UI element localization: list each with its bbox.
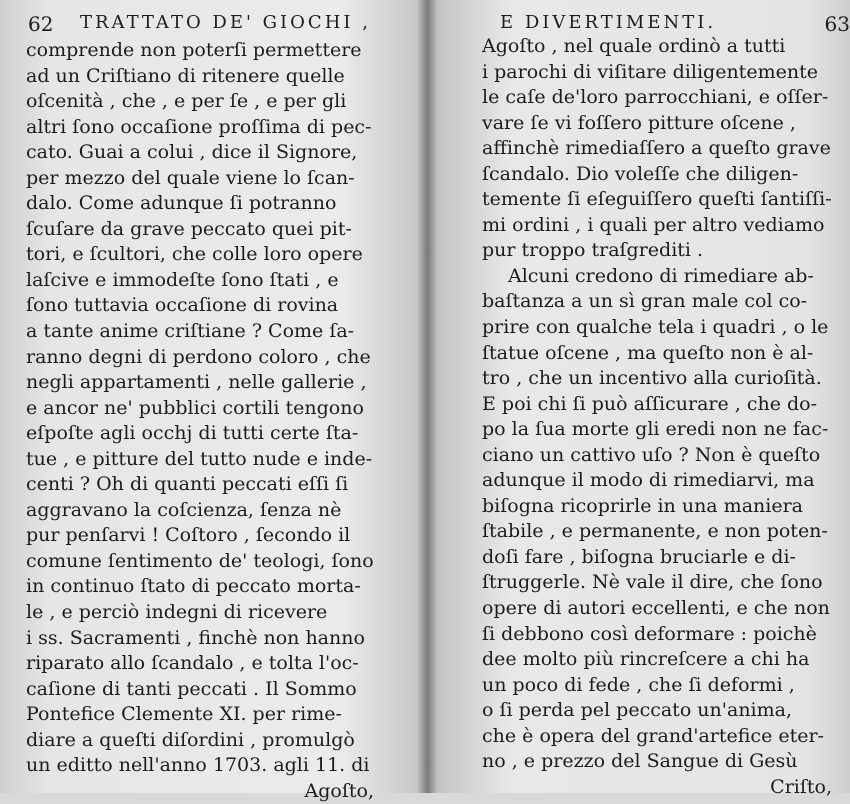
text-line: ſono tuttavia occaſione di rovina xyxy=(26,294,339,317)
text-line: dalo. Come adunque ſi potranno xyxy=(26,192,337,215)
text-line: e ancor ne' pubblici cortili tengono xyxy=(26,396,364,419)
text-line: ciano un cattivo uſo ? Non è queſto xyxy=(482,443,821,466)
text-line: Alcuni credono di rimediare ab- xyxy=(508,264,814,287)
text-line: caſione di tanti peccati . Il Sommo xyxy=(26,677,357,700)
right-page-text xyxy=(482,34,832,800)
text-line: dee molto più rincreſcere a chi ha xyxy=(482,648,810,671)
right-page-header xyxy=(500,12,850,36)
text-line: le caſe de'loro parrocchiani, e oſſer- xyxy=(482,86,829,109)
text-line: eſpoſte agli occhj di tutti certe ſta- xyxy=(26,422,359,445)
text-line: tori, e ſcultori, che colle loro opere xyxy=(26,243,363,266)
text-line: cato. Guai a colui , dice il Signore, xyxy=(26,141,358,164)
text-line: oſcenità , che , e per ſe , e per gli xyxy=(26,90,347,113)
text-line: o ſi perda pel peccato un'anima, xyxy=(482,699,793,722)
text-line: biſogna ricoprirle in una maniera xyxy=(482,494,803,517)
text-line: negli appartamenti , nelle gallerie , xyxy=(26,371,367,394)
catchword: Agoſto, xyxy=(304,779,374,802)
text-line: ad un Criſtiano di ritenere quelle xyxy=(26,64,345,87)
text-line: diare a queſti diſordini , promulgò xyxy=(26,728,355,751)
text-line: ſtabile , e permanente, e non poten- xyxy=(482,520,828,543)
text-line: in continuo ſtato di peccato morta- xyxy=(26,575,361,598)
text-line: i ss. Sacramenti , finchè non hanno xyxy=(26,626,365,649)
text-line: ranno degni di perdono coloro , che xyxy=(26,345,371,368)
text-line: no , e prezzo del Sangue di Gesù xyxy=(482,750,798,773)
text-line: adunque il modo di rimediarvi, ma xyxy=(482,469,815,492)
text-line: opere di autori eccellenti, e che non xyxy=(482,597,830,620)
text-line: tue , e pitture del tutto nude e inde- xyxy=(26,447,373,470)
text-line: pur penſarvi ! Coſtoro , ſecondo il xyxy=(26,524,351,547)
text-line: vare ſe vi foſſero pitture oſcene , xyxy=(482,111,796,134)
text-line: ſtatue oſcene , ma queſto non è al- xyxy=(482,341,814,364)
text-line: altri ſono occaſione proſſima di pec- xyxy=(26,115,372,138)
text-line: temente ſi eſeguiſſero queſti ſantiſſi- xyxy=(482,188,832,211)
right-page-number: 63 xyxy=(824,12,850,36)
text-line: un poco di fede , che ſi deformi , xyxy=(482,673,795,696)
text-line: Agoſto , nel quale ordinò a tutti xyxy=(482,35,786,57)
text-line: comune ſentimento de' teologi, ſono xyxy=(26,549,374,572)
left-page xyxy=(0,0,420,802)
text-line: E poi chi ſi può aſſicurare , che do- xyxy=(482,392,818,415)
text-line: ſtruggerle. Nè vale il dire, che ſono xyxy=(482,571,823,594)
right-running-title: E DIVERTIMENTI. xyxy=(500,12,717,33)
catchword: Criſto, xyxy=(770,775,832,798)
text-line: tro , che un incentivo alla curioſità. xyxy=(482,367,822,390)
text-line: per mezzo del quale viene lo ſcan- xyxy=(26,166,355,189)
text-line: Pontefice Clemente XI. per rime- xyxy=(26,703,342,726)
text-line: le , e perciò indegni di ricevere xyxy=(26,601,328,624)
text-line: pur troppo traſgrediti . xyxy=(482,239,704,262)
text-line: centi ? Oh di quanti peccati eſſi ſi xyxy=(26,473,349,496)
text-line: baſtanza a un sì gran male col co- xyxy=(482,290,808,313)
text-line: a tante anime criſtiane ? Come ſa- xyxy=(26,320,355,343)
text-line: doſi fare , biſogna bruciarle e di- xyxy=(482,545,796,568)
text-line: i parochi di viſitare diligentemente xyxy=(482,60,818,83)
text-line: affinchè rimediaſſero a queſto grave xyxy=(482,137,831,160)
left-running-title: TRATTATO DE' GIOCHI , xyxy=(80,12,371,33)
left-page-text xyxy=(26,38,386,804)
text-line: ſcuſare da grave peccato quei pit- xyxy=(26,217,352,240)
left-page-number: 62 xyxy=(28,12,54,36)
text-line: prire con qualche tela i quadri , o le xyxy=(482,316,829,339)
text-line: che è opera del grand'artefice eter- xyxy=(482,724,824,747)
text-line: riparato allo ſcandalo , e tolta l'oc- xyxy=(26,652,359,675)
text-line: po la ſua morte gli eredi non ne fac- xyxy=(482,418,829,441)
right-page xyxy=(436,0,850,798)
text-line: ſcandalo. Dio voleſſe che diligen- xyxy=(482,162,799,185)
text-line: aggravano la coſcienza, ſenza nè xyxy=(26,498,342,521)
text-line: laſcive e immodeſte ſono ſtati , e xyxy=(26,268,339,291)
text-line: ſi debbono così deformare : poichè xyxy=(482,622,817,645)
left-page-header xyxy=(28,12,398,36)
text-line: un editto nell'anno 1703. agli 11. di xyxy=(26,754,370,777)
text-line: comprende non poterſi permettere xyxy=(26,39,362,61)
text-line: mi ordini , i quali per altro vediamo xyxy=(482,213,825,236)
